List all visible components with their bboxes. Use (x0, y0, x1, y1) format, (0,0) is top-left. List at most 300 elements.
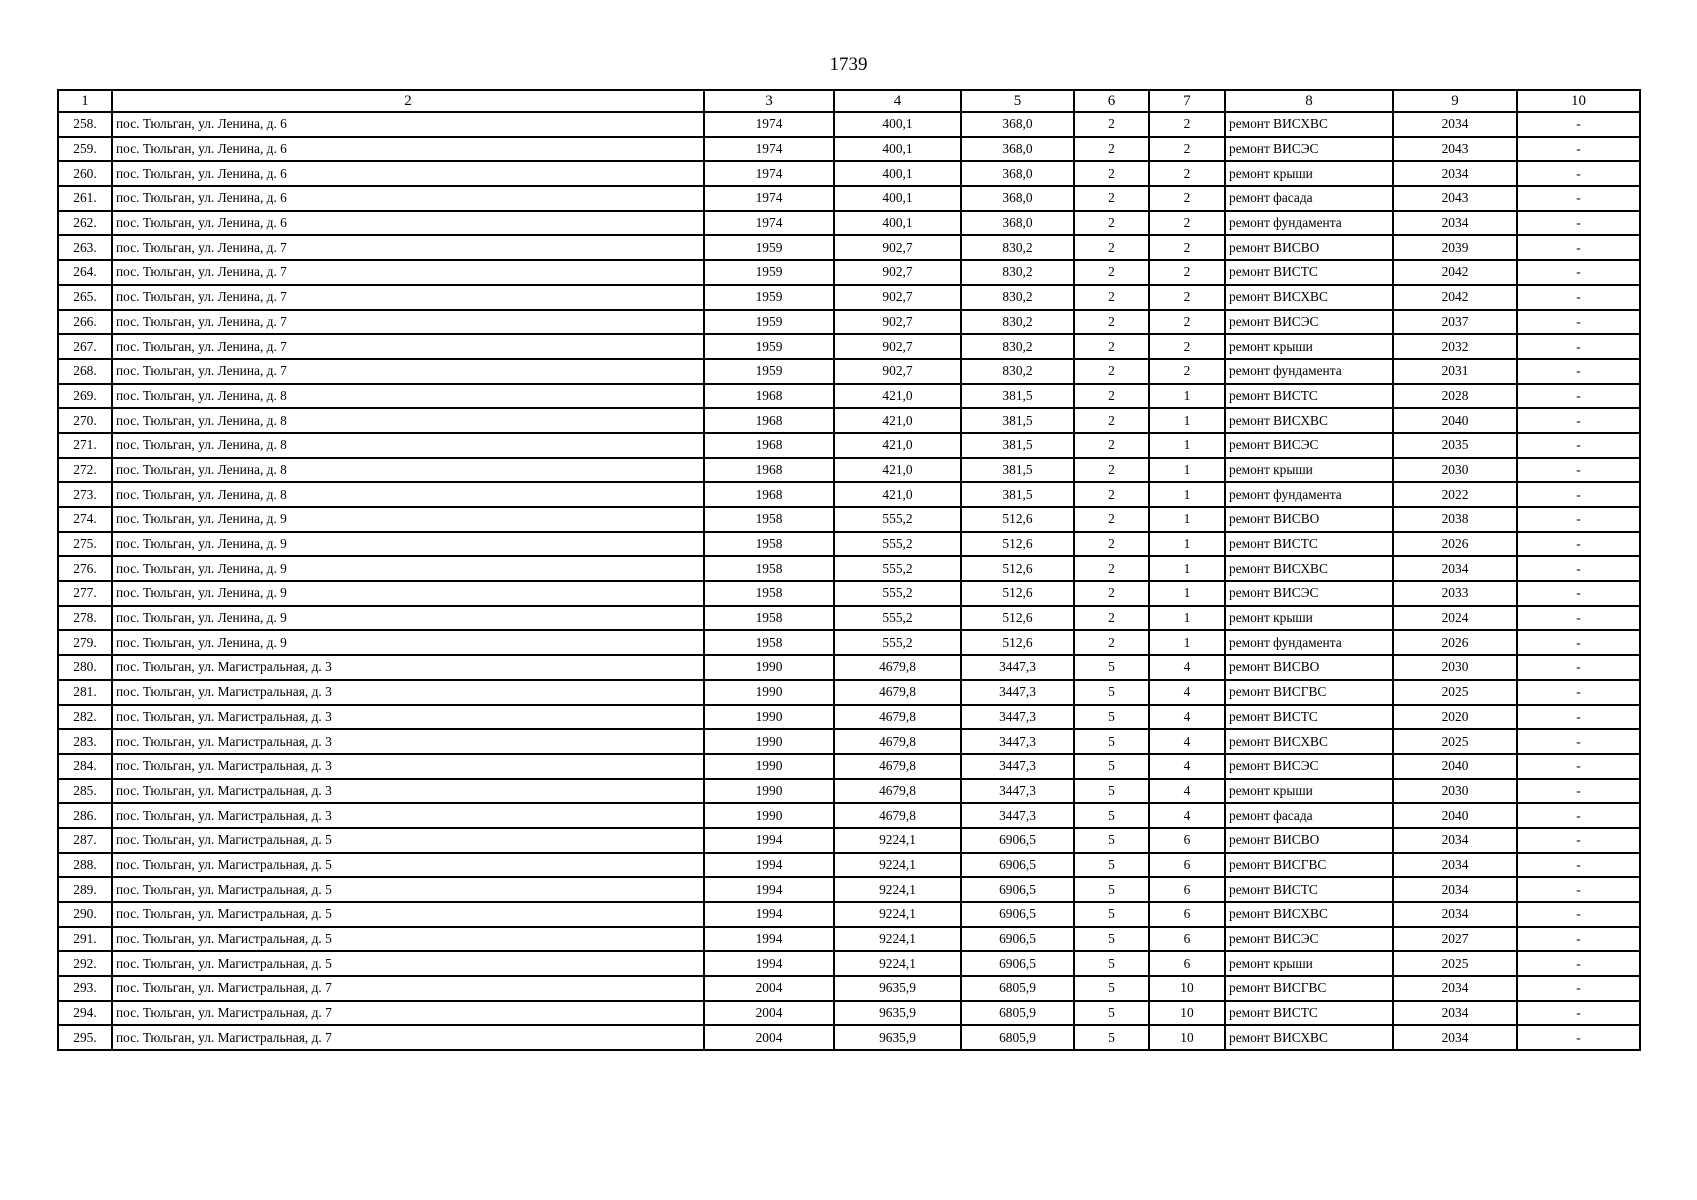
total-area-cell: 902,7 (834, 334, 961, 359)
total-area-cell: 555,2 (834, 630, 961, 655)
planned-year-cell: 2025 (1393, 729, 1517, 754)
year-built-cell: 1959 (704, 334, 834, 359)
total-area-cell: 421,0 (834, 433, 961, 458)
work-type-cell: ремонт ВИСЭС (1225, 137, 1393, 162)
table-row (58, 285, 1640, 310)
total-area-cell: 4679,8 (834, 680, 961, 705)
row-number-cell: 268. (58, 359, 112, 384)
planned-year-cell: 2034 (1393, 1001, 1517, 1026)
address-cell: пос. Тюльган, ул. Магистральная, д. 3 (112, 705, 704, 730)
residential-area-cell: 3447,3 (961, 779, 1074, 804)
total-area-cell: 902,7 (834, 235, 961, 260)
note-cell: - (1517, 285, 1640, 310)
note-cell: - (1517, 606, 1640, 631)
work-type-cell: ремонт ВИСВО (1225, 655, 1393, 680)
total-area-cell: 400,1 (834, 211, 961, 236)
table-row (58, 137, 1640, 162)
year-built-cell: 1974 (704, 137, 834, 162)
work-type-cell: ремонт фасада (1225, 186, 1393, 211)
total-area-cell: 421,0 (834, 482, 961, 507)
entrances-cell: 2 (1149, 334, 1225, 359)
entrances-cell: 6 (1149, 877, 1225, 902)
entrances-cell: 1 (1149, 606, 1225, 631)
row-number-cell: 287. (58, 828, 112, 853)
entrances-cell: 4 (1149, 729, 1225, 754)
row-number-cell: 266. (58, 310, 112, 335)
address-cell: пос. Тюльган, ул. Магистральная, д. 5 (112, 951, 704, 976)
total-area-cell: 4679,8 (834, 655, 961, 680)
year-built-cell: 1974 (704, 112, 834, 137)
entrances-cell: 1 (1149, 408, 1225, 433)
floors-cell: 2 (1074, 507, 1149, 532)
work-type-cell: ремонт ВИСТС (1225, 260, 1393, 285)
work-type-cell: ремонт ВИСТС (1225, 1001, 1393, 1026)
row-number-cell: 260. (58, 161, 112, 186)
address-cell: пос. Тюльган, ул. Магистральная, д. 5 (112, 902, 704, 927)
total-area-cell: 9224,1 (834, 828, 961, 853)
work-type-cell: ремонт ВИСВО (1225, 235, 1393, 260)
work-type-cell: ремонт ВИСГВС (1225, 853, 1393, 878)
row-number-cell: 291. (58, 927, 112, 952)
planned-year-cell: 2033 (1393, 581, 1517, 606)
address-cell: пос. Тюльган, ул. Ленина, д. 7 (112, 260, 704, 285)
floors-cell: 5 (1074, 1001, 1149, 1026)
table-row (58, 532, 1640, 557)
table-row (58, 729, 1640, 754)
planned-year-cell: 2032 (1393, 334, 1517, 359)
row-number-cell: 281. (58, 680, 112, 705)
year-built-cell: 1958 (704, 606, 834, 631)
total-area-cell: 902,7 (834, 260, 961, 285)
row-number-cell: 258. (58, 112, 112, 137)
year-built-cell: 1994 (704, 902, 834, 927)
table-body (58, 112, 1640, 1050)
floors-cell: 5 (1074, 729, 1149, 754)
planned-year-cell: 2034 (1393, 556, 1517, 581)
total-area-cell: 4679,8 (834, 779, 961, 804)
floors-cell: 5 (1074, 754, 1149, 779)
total-area-cell: 9635,9 (834, 976, 961, 1001)
column-header: 10 (1517, 90, 1640, 112)
work-type-cell: ремонт ВИСХВС (1225, 556, 1393, 581)
row-number-cell: 283. (58, 729, 112, 754)
note-cell: - (1517, 235, 1640, 260)
column-header: 8 (1225, 90, 1393, 112)
table-row (58, 334, 1640, 359)
entrances-cell: 4 (1149, 680, 1225, 705)
address-cell: пос. Тюльган, ул. Ленина, д. 7 (112, 334, 704, 359)
planned-year-cell: 2022 (1393, 482, 1517, 507)
planned-year-cell: 2020 (1393, 705, 1517, 730)
year-built-cell: 1994 (704, 828, 834, 853)
table-row (58, 458, 1640, 483)
residential-area-cell: 512,6 (961, 581, 1074, 606)
row-number-cell: 290. (58, 902, 112, 927)
address-cell: пос. Тюльган, ул. Магистральная, д. 3 (112, 803, 704, 828)
residential-area-cell: 3447,3 (961, 705, 1074, 730)
row-number-cell: 295. (58, 1025, 112, 1050)
planned-year-cell: 2034 (1393, 902, 1517, 927)
year-built-cell: 1959 (704, 235, 834, 260)
note-cell: - (1517, 828, 1640, 853)
table-row (58, 927, 1640, 952)
address-cell: пос. Тюльган, ул. Магистральная, д. 3 (112, 655, 704, 680)
residential-area-cell: 6906,5 (961, 951, 1074, 976)
residential-area-cell: 381,5 (961, 433, 1074, 458)
year-built-cell: 1958 (704, 581, 834, 606)
planned-year-cell: 2034 (1393, 161, 1517, 186)
work-type-cell: ремонт ВИСЭС (1225, 754, 1393, 779)
planned-year-cell: 2024 (1393, 606, 1517, 631)
table-row (58, 408, 1640, 433)
floors-cell: 2 (1074, 260, 1149, 285)
row-number-cell: 275. (58, 532, 112, 557)
row-number-cell: 273. (58, 482, 112, 507)
table-row (58, 902, 1640, 927)
floors-cell: 5 (1074, 655, 1149, 680)
residential-area-cell: 3447,3 (961, 680, 1074, 705)
entrances-cell: 6 (1149, 902, 1225, 927)
planned-year-cell: 2043 (1393, 137, 1517, 162)
planned-year-cell: 2025 (1393, 680, 1517, 705)
column-number-row (58, 90, 1640, 112)
note-cell: - (1517, 112, 1640, 137)
column-header: 1 (58, 90, 112, 112)
column-header: 4 (834, 90, 961, 112)
total-area-cell: 9224,1 (834, 853, 961, 878)
note-cell: - (1517, 359, 1640, 384)
note-cell: - (1517, 630, 1640, 655)
address-cell: пос. Тюльган, ул. Магистральная, д. 3 (112, 680, 704, 705)
residential-area-cell: 6906,5 (961, 877, 1074, 902)
floors-cell: 2 (1074, 112, 1149, 137)
note-cell: - (1517, 310, 1640, 335)
table-row (58, 359, 1640, 384)
floors-cell: 5 (1074, 877, 1149, 902)
year-built-cell: 1958 (704, 532, 834, 557)
entrances-cell: 1 (1149, 458, 1225, 483)
planned-year-cell: 2040 (1393, 803, 1517, 828)
address-cell: пос. Тюльган, ул. Ленина, д. 8 (112, 482, 704, 507)
page-number: 1739 (829, 54, 868, 75)
work-type-cell: ремонт фасада (1225, 803, 1393, 828)
address-cell: пос. Тюльган, ул. Ленина, д. 6 (112, 137, 704, 162)
note-cell: - (1517, 186, 1640, 211)
total-area-cell: 555,2 (834, 581, 961, 606)
planned-year-cell: 2030 (1393, 655, 1517, 680)
floors-cell: 5 (1074, 803, 1149, 828)
total-area-cell: 9224,1 (834, 951, 961, 976)
residential-area-cell: 368,0 (961, 112, 1074, 137)
work-type-cell: ремонт ВИСТС (1225, 532, 1393, 557)
floors-cell: 2 (1074, 433, 1149, 458)
note-cell: - (1517, 779, 1640, 804)
total-area-cell: 4679,8 (834, 729, 961, 754)
year-built-cell: 2004 (704, 1025, 834, 1050)
entrances-cell: 2 (1149, 285, 1225, 310)
floors-cell: 5 (1074, 853, 1149, 878)
address-cell: пос. Тюльган, ул. Ленина, д. 9 (112, 532, 704, 557)
entrances-cell: 10 (1149, 1001, 1225, 1026)
table-row (58, 581, 1640, 606)
work-type-cell: ремонт крыши (1225, 161, 1393, 186)
entrances-cell: 2 (1149, 137, 1225, 162)
table-row (58, 779, 1640, 804)
residential-area-cell: 6906,5 (961, 927, 1074, 952)
row-number-cell: 279. (58, 630, 112, 655)
work-type-cell: ремонт ВИСТС (1225, 877, 1393, 902)
table-row (58, 1001, 1640, 1026)
residential-area-cell: 381,5 (961, 482, 1074, 507)
planned-year-cell: 2043 (1393, 186, 1517, 211)
work-type-cell: ремонт ВИСЭС (1225, 433, 1393, 458)
note-cell: - (1517, 211, 1640, 236)
table-row (58, 260, 1640, 285)
entrances-cell: 6 (1149, 951, 1225, 976)
row-number-cell: 270. (58, 408, 112, 433)
note-cell: - (1517, 1025, 1640, 1050)
entrances-cell: 1 (1149, 507, 1225, 532)
residential-area-cell: 381,5 (961, 408, 1074, 433)
residential-area-cell: 6906,5 (961, 853, 1074, 878)
floors-cell: 2 (1074, 408, 1149, 433)
work-type-cell: ремонт крыши (1225, 334, 1393, 359)
entrances-cell: 4 (1149, 754, 1225, 779)
entrances-cell: 2 (1149, 235, 1225, 260)
year-built-cell: 2004 (704, 1001, 834, 1026)
work-type-cell: ремонт ВИСВО (1225, 828, 1393, 853)
table-row (58, 1025, 1640, 1050)
year-built-cell: 1968 (704, 384, 834, 409)
floors-cell: 2 (1074, 606, 1149, 631)
floors-cell: 2 (1074, 211, 1149, 236)
planned-year-cell: 2034 (1393, 828, 1517, 853)
note-cell: - (1517, 705, 1640, 730)
floors-cell: 2 (1074, 458, 1149, 483)
residential-area-cell: 368,0 (961, 211, 1074, 236)
year-built-cell: 1959 (704, 310, 834, 335)
year-built-cell: 1990 (704, 729, 834, 754)
floors-cell: 2 (1074, 137, 1149, 162)
row-number-cell: 263. (58, 235, 112, 260)
address-cell: пос. Тюльган, ул. Магистральная, д. 7 (112, 1001, 704, 1026)
work-type-cell: ремонт ВИСТС (1225, 705, 1393, 730)
row-number-cell: 285. (58, 779, 112, 804)
planned-year-cell: 2026 (1393, 532, 1517, 557)
year-built-cell: 2004 (704, 976, 834, 1001)
year-built-cell: 1994 (704, 877, 834, 902)
address-cell: пос. Тюльган, ул. Магистральная, д. 7 (112, 1025, 704, 1050)
address-cell: пос. Тюльган, ул. Магистральная, д. 3 (112, 729, 704, 754)
address-cell: пос. Тюльган, ул. Ленина, д. 9 (112, 630, 704, 655)
total-area-cell: 9224,1 (834, 877, 961, 902)
note-cell: - (1517, 384, 1640, 409)
residential-area-cell: 830,2 (961, 310, 1074, 335)
row-number-cell: 272. (58, 458, 112, 483)
note-cell: - (1517, 458, 1640, 483)
floors-cell: 2 (1074, 482, 1149, 507)
planned-year-cell: 2037 (1393, 310, 1517, 335)
year-built-cell: 1959 (704, 260, 834, 285)
floors-cell: 5 (1074, 1025, 1149, 1050)
year-built-cell: 1968 (704, 482, 834, 507)
note-cell: - (1517, 408, 1640, 433)
address-cell: пос. Тюльган, ул. Ленина, д. 7 (112, 359, 704, 384)
work-type-cell: ремонт фундамента (1225, 211, 1393, 236)
table-row (58, 433, 1640, 458)
floors-cell: 2 (1074, 235, 1149, 260)
planned-year-cell: 2025 (1393, 951, 1517, 976)
residential-area-cell: 512,6 (961, 507, 1074, 532)
entrances-cell: 4 (1149, 779, 1225, 804)
year-built-cell: 1958 (704, 507, 834, 532)
residential-area-cell: 3447,3 (961, 729, 1074, 754)
entrances-cell: 1 (1149, 556, 1225, 581)
residential-area-cell: 3447,3 (961, 655, 1074, 680)
floors-cell: 5 (1074, 927, 1149, 952)
total-area-cell: 902,7 (834, 310, 961, 335)
work-type-cell: ремонт ВИСХВС (1225, 112, 1393, 137)
note-cell: - (1517, 433, 1640, 458)
row-number-cell: 261. (58, 186, 112, 211)
total-area-cell: 4679,8 (834, 754, 961, 779)
address-cell: пос. Тюльган, ул. Ленина, д. 8 (112, 433, 704, 458)
entrances-cell: 2 (1149, 161, 1225, 186)
note-cell: - (1517, 581, 1640, 606)
table-row (58, 680, 1640, 705)
floors-cell: 2 (1074, 334, 1149, 359)
table-row (58, 235, 1640, 260)
total-area-cell: 555,2 (834, 507, 961, 532)
row-number-cell: 289. (58, 877, 112, 902)
address-cell: пос. Тюльган, ул. Ленина, д. 7 (112, 285, 704, 310)
table-row (58, 606, 1640, 631)
floors-cell: 5 (1074, 902, 1149, 927)
planned-year-cell: 2034 (1393, 112, 1517, 137)
planned-year-cell: 2031 (1393, 359, 1517, 384)
note-cell: - (1517, 507, 1640, 532)
planned-year-cell: 2030 (1393, 458, 1517, 483)
row-number-cell: 280. (58, 655, 112, 680)
residential-area-cell: 830,2 (961, 285, 1074, 310)
work-type-cell: ремонт ВИСЭС (1225, 310, 1393, 335)
note-cell: - (1517, 655, 1640, 680)
row-number-cell: 271. (58, 433, 112, 458)
entrances-cell: 1 (1149, 581, 1225, 606)
floors-cell: 2 (1074, 186, 1149, 211)
year-built-cell: 1994 (704, 927, 834, 952)
entrances-cell: 10 (1149, 1025, 1225, 1050)
work-type-cell: ремонт ВИСВО (1225, 507, 1393, 532)
entrances-cell: 1 (1149, 630, 1225, 655)
table-row (58, 754, 1640, 779)
floors-cell: 2 (1074, 161, 1149, 186)
entrances-cell: 2 (1149, 260, 1225, 285)
residential-area-cell: 6805,9 (961, 1025, 1074, 1050)
year-built-cell: 1968 (704, 433, 834, 458)
note-cell: - (1517, 902, 1640, 927)
year-built-cell: 1958 (704, 630, 834, 655)
total-area-cell: 555,2 (834, 606, 961, 631)
note-cell: - (1517, 803, 1640, 828)
residential-area-cell: 368,0 (961, 186, 1074, 211)
work-type-cell: ремонт фундамента (1225, 630, 1393, 655)
note-cell: - (1517, 334, 1640, 359)
table-row (58, 828, 1640, 853)
entrances-cell: 10 (1149, 976, 1225, 1001)
planned-year-cell: 2042 (1393, 285, 1517, 310)
row-number-cell: 294. (58, 1001, 112, 1026)
work-type-cell: ремонт ВИСТС (1225, 384, 1393, 409)
floors-cell: 5 (1074, 828, 1149, 853)
work-type-cell: ремонт фундамента (1225, 359, 1393, 384)
entrances-cell: 6 (1149, 853, 1225, 878)
address-cell: пос. Тюльган, ул. Ленина, д. 6 (112, 211, 704, 236)
work-type-cell: ремонт крыши (1225, 951, 1393, 976)
work-type-cell: ремонт крыши (1225, 458, 1393, 483)
entrances-cell: 1 (1149, 532, 1225, 557)
planned-year-cell: 2034 (1393, 877, 1517, 902)
planned-year-cell: 2035 (1393, 433, 1517, 458)
residential-area-cell: 381,5 (961, 458, 1074, 483)
note-cell: - (1517, 853, 1640, 878)
planned-year-cell: 2034 (1393, 853, 1517, 878)
note-cell: - (1517, 951, 1640, 976)
note-cell: - (1517, 137, 1640, 162)
row-number-cell: 274. (58, 507, 112, 532)
table-row (58, 705, 1640, 730)
row-number-cell: 269. (58, 384, 112, 409)
entrances-cell: 2 (1149, 211, 1225, 236)
planned-year-cell: 2030 (1393, 779, 1517, 804)
table-row (58, 186, 1640, 211)
year-built-cell: 1958 (704, 556, 834, 581)
table-row (58, 211, 1640, 236)
total-area-cell: 555,2 (834, 532, 961, 557)
residential-area-cell: 512,6 (961, 630, 1074, 655)
note-cell: - (1517, 927, 1640, 952)
address-cell: пос. Тюльган, ул. Ленина, д. 8 (112, 458, 704, 483)
work-type-cell: ремонт ВИСГВС (1225, 976, 1393, 1001)
table-row (58, 161, 1640, 186)
row-number-cell: 278. (58, 606, 112, 631)
entrances-cell: 1 (1149, 384, 1225, 409)
note-cell: - (1517, 161, 1640, 186)
row-number-cell: 262. (58, 211, 112, 236)
year-built-cell: 1974 (704, 186, 834, 211)
note-cell: - (1517, 260, 1640, 285)
row-number-cell: 276. (58, 556, 112, 581)
residential-area-cell: 6805,9 (961, 1001, 1074, 1026)
entrances-cell: 2 (1149, 310, 1225, 335)
entrances-cell: 1 (1149, 433, 1225, 458)
entrances-cell: 2 (1149, 186, 1225, 211)
row-number-cell: 284. (58, 754, 112, 779)
total-area-cell: 4679,8 (834, 803, 961, 828)
year-built-cell: 1968 (704, 408, 834, 433)
column-header: 5 (961, 90, 1074, 112)
address-cell: пос. Тюльган, ул. Ленина, д. 9 (112, 581, 704, 606)
residential-area-cell: 512,6 (961, 606, 1074, 631)
year-built-cell: 1990 (704, 655, 834, 680)
row-number-cell: 264. (58, 260, 112, 285)
year-built-cell: 1990 (704, 803, 834, 828)
planned-year-cell: 2028 (1393, 384, 1517, 409)
address-cell: пос. Тюльган, ул. Магистральная, д. 7 (112, 976, 704, 1001)
planned-year-cell: 2027 (1393, 927, 1517, 952)
note-cell: - (1517, 1001, 1640, 1026)
entrances-cell: 2 (1149, 112, 1225, 137)
